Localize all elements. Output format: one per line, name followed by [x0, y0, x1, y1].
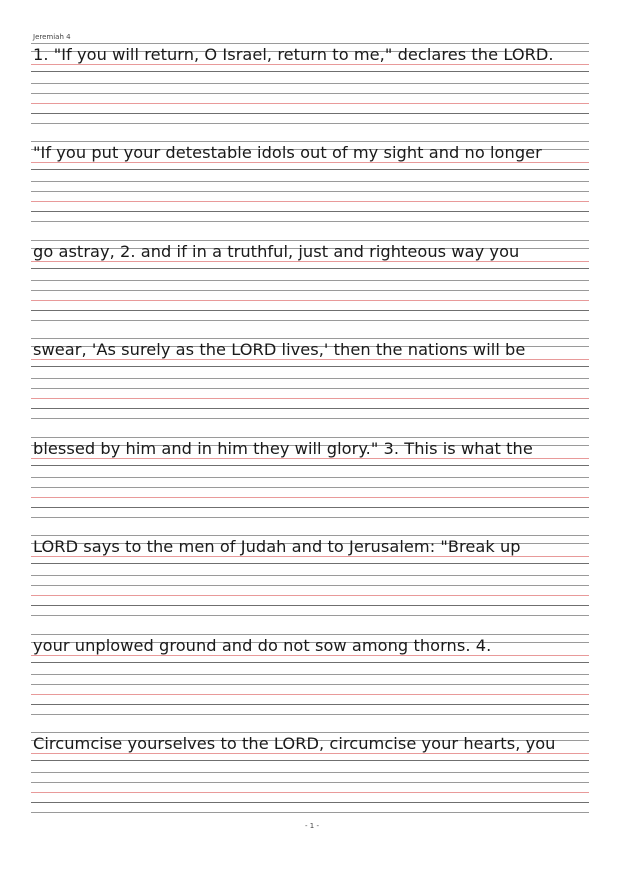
guide-line	[31, 378, 589, 379]
guide-line	[31, 71, 589, 72]
guide-line	[31, 240, 589, 241]
guide-line	[31, 93, 589, 94]
guide-line	[31, 812, 589, 813]
guide-line	[31, 123, 589, 124]
guide-line	[31, 43, 589, 44]
guide-line	[31, 634, 589, 635]
guide-line	[31, 338, 589, 339]
guide-line	[31, 418, 589, 419]
guide-line	[31, 732, 589, 733]
guide-line	[31, 280, 589, 281]
guide-line	[31, 772, 589, 773]
guide-line	[31, 674, 589, 675]
guide-line	[31, 221, 589, 222]
guide-line	[31, 684, 589, 685]
guide-line	[31, 694, 589, 695]
guide-line	[31, 268, 589, 269]
practice-block	[31, 437, 589, 525]
scripture-line: go astray, 2. and if in a truthful, just and righteous way you	[33, 242, 520, 261]
guide-line	[31, 714, 589, 715]
guide-line	[31, 437, 589, 438]
guide-line	[31, 563, 589, 564]
guide-line	[31, 366, 589, 367]
guide-line	[31, 201, 589, 202]
practice-block	[31, 535, 589, 623]
page-header-title: Jeremiah 4	[33, 33, 71, 41]
guide-line	[31, 320, 589, 321]
practice-block	[31, 732, 589, 820]
guide-line	[31, 477, 589, 478]
guide-line	[31, 290, 589, 291]
guide-line	[31, 782, 589, 783]
guide-line	[31, 181, 589, 182]
practice-block	[31, 634, 589, 722]
guide-line	[31, 310, 589, 311]
guide-line	[31, 575, 589, 576]
guide-line	[31, 535, 589, 536]
page-number: - 1 -	[305, 822, 319, 830]
scripture-line: blessed by him and in him they will glory." 3. This is what the	[33, 439, 533, 458]
scripture-line: "If you put your detestable idols out of my sight and no longer	[33, 143, 542, 162]
scripture-line: swear, 'As surely as the LORD lives,' then the nations will be	[33, 340, 526, 359]
guide-line	[31, 802, 589, 803]
guide-line	[31, 487, 589, 488]
guide-line	[31, 792, 589, 793]
guide-line	[31, 497, 589, 498]
practice-block	[31, 43, 589, 131]
guide-line	[31, 507, 589, 508]
guide-line	[31, 517, 589, 518]
scripture-line: Circumcise yourselves to the LORD, circumcise your hearts, you	[33, 734, 556, 753]
guide-line	[31, 704, 589, 705]
guide-line	[31, 595, 589, 596]
guide-line	[31, 760, 589, 761]
guide-line	[31, 141, 589, 142]
guide-line	[31, 408, 589, 409]
guide-line	[31, 662, 589, 663]
guide-line	[31, 465, 589, 466]
guide-line	[31, 585, 589, 586]
guide-line	[31, 300, 589, 301]
guide-line	[31, 398, 589, 399]
guide-line	[31, 103, 589, 104]
scripture-line: LORD says to the men of Judah and to Jerusalem: "Break up	[33, 537, 521, 556]
practice-block	[31, 141, 589, 229]
guide-line	[31, 83, 589, 84]
scripture-line: your unplowed ground and do not sow among thorns. 4.	[33, 636, 492, 655]
guide-line	[31, 191, 589, 192]
practice-block	[31, 240, 589, 328]
guide-line	[31, 388, 589, 389]
guide-line	[31, 169, 589, 170]
guide-line	[31, 113, 589, 114]
scripture-line: 1. "If you will return, O Israel, return to me," declares the LORD.	[33, 45, 554, 64]
practice-block	[31, 338, 589, 426]
guide-line	[31, 615, 589, 616]
guide-line	[31, 211, 589, 212]
guide-line	[31, 605, 589, 606]
